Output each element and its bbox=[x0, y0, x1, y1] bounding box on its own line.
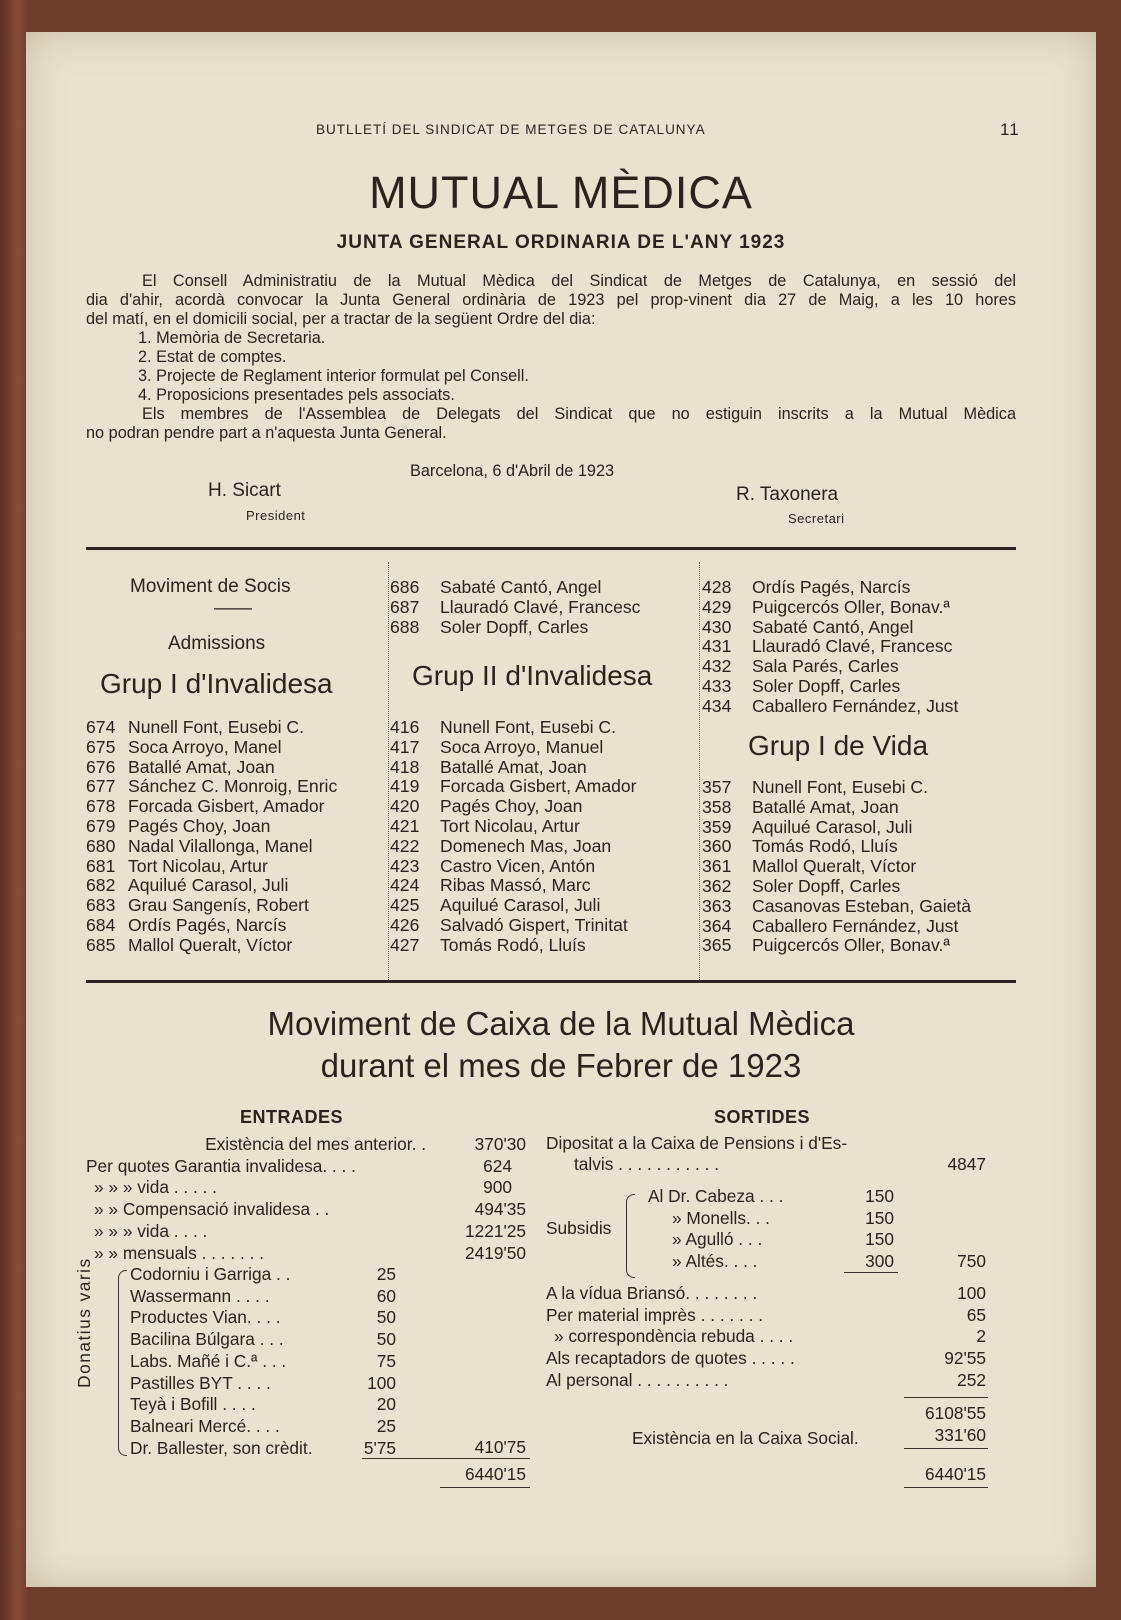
grup1-vida-list bbox=[702, 778, 971, 956]
list-item: 678 Forcada Gisbert, Amador bbox=[86, 796, 325, 817]
subsidis-rows bbox=[648, 1186, 898, 1273]
existencia-value: 331'60 bbox=[934, 1425, 986, 1445]
list-item: 432 Sala Parés, Carles bbox=[702, 656, 899, 677]
donatius-label: Donatius varis bbox=[74, 1257, 95, 1388]
list-item: 424 Ribas Massó, Marc bbox=[390, 875, 591, 896]
total-rule bbox=[904, 1448, 988, 1449]
caixa-subtitle: durant el mes de Febrer de 1923 bbox=[320, 1047, 802, 1084]
grup2-inv-list bbox=[390, 718, 637, 956]
running-title: BUTLLETÍ DEL SINDICAT DE METGES DE CATALUNYA bbox=[316, 122, 706, 137]
list-item: 434 Caballero Fernández, Just bbox=[702, 695, 959, 716]
list-item: 433 Soler Dopff, Carles bbox=[702, 675, 901, 696]
ledger-row: » Altés. . . . 300 bbox=[672, 1251, 894, 1272]
list-item: 684 Ordís Pagés, Narcís bbox=[86, 914, 287, 935]
ledger-row: Dr. Ballester, son crèdit. 5'75 bbox=[130, 1437, 396, 1458]
list-item: 430 Sabaté Cantó, Angel bbox=[702, 616, 914, 637]
entrades-total: 6440'15 bbox=[465, 1464, 526, 1484]
list-item: 675 Soca Arroyo, Manel bbox=[86, 736, 282, 757]
grup1-inv-list bbox=[86, 718, 337, 956]
ledger-row: Al Dr. Cabeza . . . 150 bbox=[648, 1186, 894, 1206]
agenda-item: 1. Memòria de Secretaria. bbox=[138, 329, 326, 347]
subsidis-total: 750 bbox=[957, 1251, 986, 1271]
ledger-row: Productes Vian. . . . 50 bbox=[130, 1307, 396, 1328]
list-item: 361 Mallol Queralt, Víctor bbox=[702, 856, 917, 877]
subsidis-brace bbox=[626, 1194, 635, 1278]
list-item: 681 Tort Nicolau, Artur bbox=[86, 855, 268, 876]
page-number: 11 bbox=[1000, 120, 1020, 139]
list-item: 416 Nunell Font, Eusebi C. bbox=[390, 717, 617, 737]
list-item: 420 Pagés Choy, Joan bbox=[390, 796, 583, 817]
ledger-row: Labs. Mañé i C.ª . . . 75 bbox=[130, 1350, 396, 1371]
socis-dash: —— bbox=[214, 598, 252, 619]
total-rule bbox=[362, 1458, 530, 1459]
list-item: 417 Soca Arroyo, Manuel bbox=[390, 736, 604, 757]
grup2-inv-title: Grup II d'Invalidesa bbox=[412, 660, 653, 691]
signatory-name: H. Sicart bbox=[208, 480, 281, 501]
ledger-row: Balneari Mercé. . . . 25 bbox=[130, 1415, 396, 1436]
list-item: 679 Pagés Choy, Joan bbox=[86, 815, 271, 836]
grup2-inv-continued bbox=[702, 578, 958, 717]
ledger-row: Wassermann . . . . 60 bbox=[130, 1285, 396, 1306]
list-item: 427 Tomás Rodó, Lluís bbox=[390, 934, 586, 955]
subsidis-label: Subsidis bbox=[546, 1218, 612, 1238]
list-item: 418 Batallé Amat, Joan bbox=[390, 756, 587, 777]
total-rule bbox=[904, 1487, 988, 1488]
agenda-item: 3. Projecte de Reglament interior formulat pel Consell. bbox=[138, 367, 529, 385]
diposit-line: talvis . . . . . . . . . . . bbox=[574, 1154, 720, 1174]
ledger-row: Pastilles BYT . . . . 100 bbox=[130, 1372, 396, 1393]
list-item: 360 Tomás Rodó, Lluís bbox=[702, 836, 898, 857]
donatius-brace bbox=[118, 1270, 127, 1456]
section-divider bbox=[86, 980, 1016, 983]
note-line: no podran pendre part a n'aquesta Junta General. bbox=[86, 424, 447, 442]
sortides-subtotal: 6108'55 bbox=[925, 1403, 986, 1423]
page-subtitle: JUNTA GENERAL ORDINARIA DE L'ANY 1923 bbox=[336, 232, 786, 253]
list-item: 419 Forcada Gisbert, Amador bbox=[390, 776, 637, 797]
ledger-row: Teyà i Bofill . . . . 20 bbox=[130, 1394, 396, 1415]
admissions-label: Admissions bbox=[168, 633, 266, 654]
list-item: 362 Soler Dopff, Carles bbox=[702, 875, 901, 896]
list-item: 680 Nadal Vilallonga, Manel bbox=[86, 835, 313, 856]
list-item: 422 Domenech Mas, Joan bbox=[390, 835, 612, 856]
sortides-total: 6440'15 bbox=[925, 1464, 986, 1484]
ledger-row: A la vídua Briansó. . . . . . . . 100 bbox=[546, 1283, 986, 1303]
total-rule bbox=[440, 1487, 530, 1488]
caixa-title: Moviment de Caixa de la Mutual Mèdica bbox=[267, 1005, 855, 1042]
list-item: 674 Nunell Font, Eusebi C. bbox=[86, 717, 305, 737]
list-item: 431 Llauradó Clavé, Francesc bbox=[702, 636, 953, 657]
list-item: 359 Aquilué Carasol, Juli bbox=[702, 816, 913, 837]
intro-paragraph bbox=[86, 272, 1016, 443]
diposit-line: Dipositat a la Caixa de Pensions i d'Es- bbox=[546, 1133, 848, 1153]
place-date: Barcelona, 6 d'Abril de 1923 bbox=[410, 462, 615, 480]
list-item: 428 Ordís Pagés, Narcís bbox=[702, 577, 911, 597]
ledger-row: » » mensuals . . . . . . . 2419'50 bbox=[94, 1242, 526, 1263]
list-item: 358 Batallé Amat, Joan bbox=[702, 796, 899, 817]
sortides-heading: SORTIDES bbox=[714, 1107, 811, 1127]
ledger-row: » Monells. . . 150 bbox=[672, 1207, 894, 1228]
list-item: 688 Soler Dopff, Carles bbox=[390, 616, 589, 637]
entrades-rows bbox=[86, 1134, 526, 1264]
total-rule bbox=[904, 1397, 988, 1398]
list-item: 686 Sabaté Cantó, Angel bbox=[390, 577, 602, 597]
grup1-inv-continued bbox=[390, 578, 640, 637]
list-item: 365 Puigcercós Oller, Bonav.ª bbox=[702, 935, 950, 956]
ledger-row: » Agulló . . . 150 bbox=[672, 1229, 894, 1250]
list-item: 423 Castro Vicen, Antón bbox=[390, 855, 596, 876]
list-item: 425 Aquilué Carasol, Juli bbox=[390, 895, 601, 916]
ledger-row: Codorniu i Garriga . . 25 bbox=[130, 1264, 396, 1284]
intro-line: dia d'ahir, acordà convocar la Junta General ordinària de 1923 pel prop-vinent dia 27 de Maig, a les 10 hores bbox=[86, 291, 1016, 309]
signatory-name: R. Taxonera bbox=[736, 484, 839, 505]
ledger-row: Bacilina Búlgara . . . 50 bbox=[130, 1329, 396, 1350]
list-item: 683 Grau Sangenís, Robert bbox=[86, 895, 309, 916]
section-divider bbox=[86, 547, 1016, 550]
ledger-row: Al personal . . . . . . . . . . 252 bbox=[546, 1369, 986, 1390]
column-divider bbox=[699, 562, 701, 982]
list-item: 426 Salvadó Gispert, Trinitat bbox=[390, 914, 628, 935]
list-item: 676 Batallé Amat, Joan bbox=[86, 756, 275, 777]
list-item: 363 Casanovas Esteban, Gaietà bbox=[702, 895, 972, 916]
list-item: 682 Aquilué Carasol, Juli bbox=[86, 875, 289, 896]
ledger-row: » » Compensació invalidesa . . 494'35 bbox=[94, 1199, 526, 1220]
signatory-role: President bbox=[246, 508, 306, 523]
ledger-row: » correspondència rebuda . . . . 2 bbox=[554, 1326, 986, 1347]
list-item: 364 Caballero Fernández, Just bbox=[702, 915, 959, 936]
diposit-value: 4847 bbox=[947, 1154, 986, 1174]
list-item: 677 Sánchez C. Monroig, Enric bbox=[86, 776, 338, 797]
donatius-rows bbox=[130, 1264, 396, 1459]
ledger-row: Existència del mes anterior. . 370'30 bbox=[205, 1134, 526, 1154]
sortides-rows bbox=[546, 1283, 986, 1392]
agenda-item: 2. Estat de comptes. bbox=[138, 348, 287, 366]
list-item: 357 Nunell Font, Eusebi C. bbox=[702, 777, 929, 797]
socis-heading: Moviment de Socis bbox=[130, 576, 291, 597]
signatory-role: Secretari bbox=[788, 511, 845, 526]
ledger-row: Als recaptadors de quotes . . . . . 92'55 bbox=[546, 1348, 986, 1369]
note-line: Els membres de l'Assemblea de Delegats del Sindicat que no estiguin inscrits a la Mutual Mèdica bbox=[142, 405, 1016, 423]
list-item: 429 Puigcercós Oller, Bonav.ª bbox=[702, 596, 950, 617]
intro-line: El Consell Administratiu de la Mutual Mèdica del Sindicat de Metges de Catalunya, en sessió del bbox=[142, 272, 1016, 290]
grup1-vida-title: Grup I de Vida bbox=[748, 730, 929, 761]
entrades-heading: ENTRADES bbox=[240, 1107, 344, 1127]
ledger-row: Per material imprès . . . . . . . 65 bbox=[546, 1304, 986, 1325]
grup1-inv-title: Grup I d'Invalidesa bbox=[100, 668, 333, 699]
list-item: 687 Llauradó Clavé, Francesc bbox=[390, 596, 641, 617]
document-page bbox=[26, 32, 1096, 1587]
intro-line: del matí, en el domicili social, per a tractar de la següent Ordre del dia: bbox=[86, 310, 596, 328]
ledger-row: » » » vida . . . . . 900 bbox=[94, 1177, 512, 1198]
list-item: 685 Mallol Queralt, Víctor bbox=[86, 934, 293, 955]
ledger-row: » » » vida . . . . 1221'25 bbox=[94, 1220, 526, 1241]
list-item: 421 Tort Nicolau, Artur bbox=[390, 815, 580, 836]
agenda-item: 4. Proposicions presentades pels associats. bbox=[138, 386, 455, 404]
page-title: MUTUAL MÈDICA bbox=[369, 167, 753, 218]
ledger-row: Per quotes Garantia invalidesa. . . . 624 bbox=[86, 1155, 512, 1176]
existencia-label: Existència en la Caixa Social. bbox=[632, 1428, 859, 1448]
donatius-total: 410'75 bbox=[474, 1437, 526, 1457]
